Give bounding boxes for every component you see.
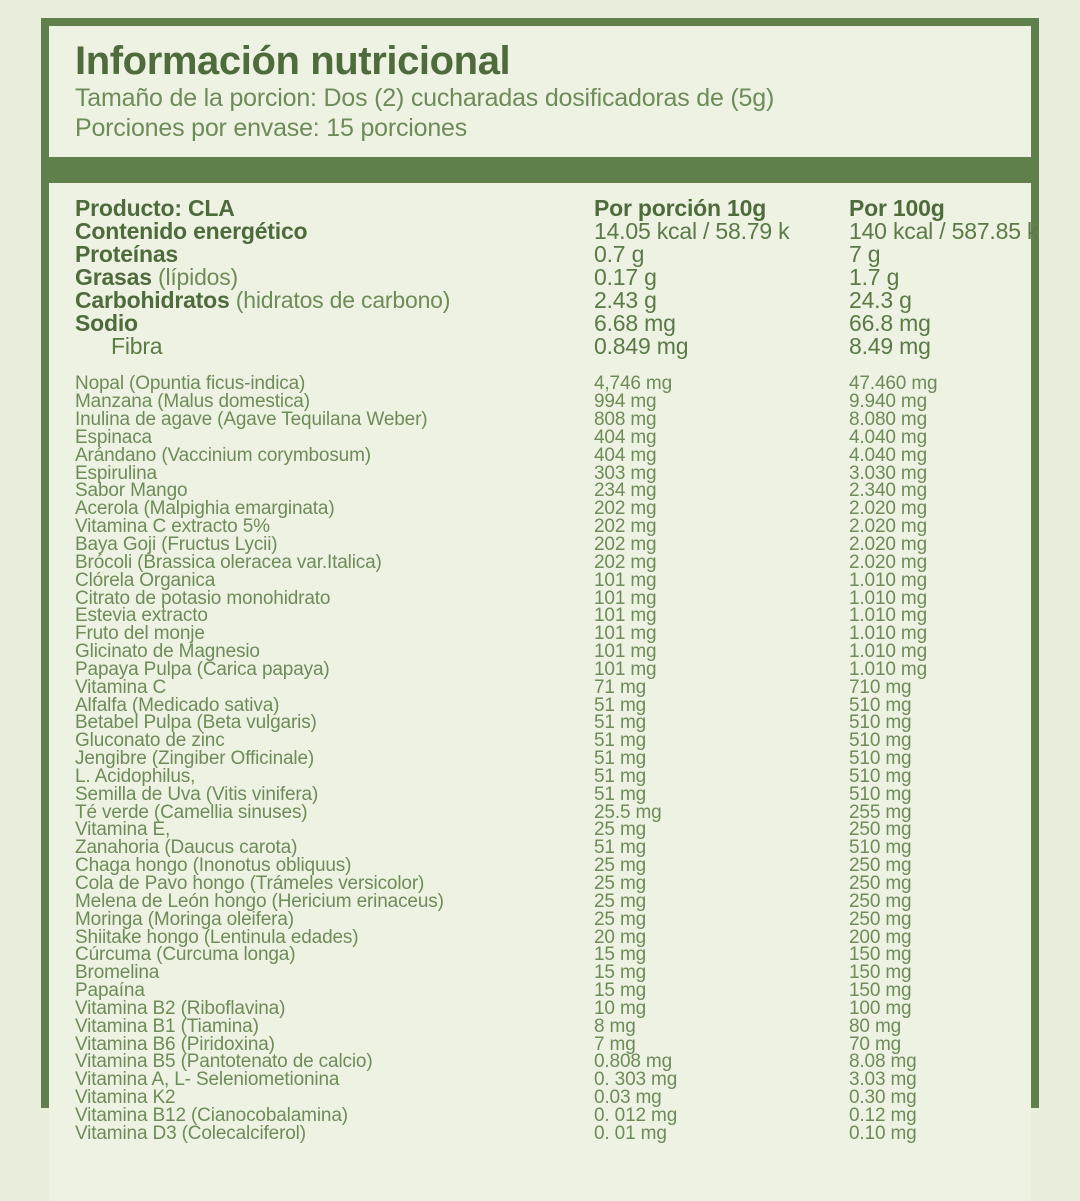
table-row — [49, 1104, 1031, 1126]
ingredient-rows — [49, 373, 1031, 1144]
ingredient-hundred-value: 150 mg — [849, 944, 912, 966]
ingredient-name: Vitamina B6 (Piridoxina) — [75, 1033, 275, 1055]
nutrient-portion-value: 0.7 g — [594, 241, 645, 268]
ingredient-portion-value: 202 mg — [594, 498, 657, 520]
table-row — [49, 908, 1031, 930]
ingredient-hundred-value: 0.10 mg — [849, 1122, 917, 1144]
ingredient-hundred-value: 250 mg — [849, 855, 912, 877]
nutrient-name: Contenido energético — [75, 218, 308, 245]
nutrient-portion-value: 14.05 kcal / 58.79 k — [594, 218, 790, 245]
nutrient-name-detail: (lípidos) — [151, 264, 239, 291]
table-row — [49, 890, 1031, 912]
table-row — [49, 837, 1031, 859]
ingredient-hundred-value: 1.010 mg — [849, 605, 928, 627]
ingredient-hundred-value: 510 mg — [849, 694, 912, 716]
ingredient-hundred-value: 150 mg — [849, 980, 912, 1002]
nutrient-name: Sodio — [75, 310, 138, 337]
table-row — [49, 855, 1031, 877]
nutrient-portion-value: 6.68 mg — [594, 310, 676, 337]
ingredient-portion-value: 101 mg — [594, 641, 657, 663]
ingredient-name: Vitamina B2 (Riboflavina) — [75, 997, 286, 1019]
ingredient-name: Fruto del monje — [75, 623, 205, 645]
column-header-portion: Por porción 10g — [594, 195, 767, 222]
ingredient-portion-value: 51 mg — [594, 837, 647, 859]
table-row — [49, 748, 1031, 770]
ingredient-name: Inulina de agave (Agave Tequilana Weber) — [75, 409, 428, 431]
ingredient-name: Jengibre (Zingiber Officinale) — [75, 748, 315, 770]
ingredient-name: Vitamina D3 (Colecalciferol) — [75, 1122, 306, 1144]
ingredient-name: Vitamina A, L- Seleniometionina — [75, 1069, 340, 1091]
ingredient-name: Shiitake hongo (Lentinula edades) — [75, 926, 359, 948]
ingredient-hundred-value: 510 mg — [849, 765, 912, 787]
table-row — [49, 819, 1031, 841]
nutrient-hundred-value: 7 g — [849, 241, 881, 268]
table-row — [49, 444, 1031, 466]
table-row — [49, 801, 1031, 823]
ingredient-portion-value: 234 mg — [594, 480, 657, 502]
ingredient-portion-value: 202 mg — [594, 551, 657, 573]
servings-per-container-text: Porciones por envase: 15 porciones — [75, 113, 468, 142]
ingredient-hundred-value: 150 mg — [849, 962, 912, 984]
ingredient-hundred-value: 1.010 mg — [849, 641, 928, 663]
ingredient-portion-value: 0. 012 mg — [594, 1104, 678, 1126]
table-row — [49, 997, 1031, 1019]
ingredient-portion-value: 7 mg — [594, 1033, 636, 1055]
label-header — [49, 26, 1031, 149]
ingredient-name: Melena de León hongo (Hericium erinaceus) — [75, 890, 444, 912]
ingredient-name: Sabor Mango — [75, 480, 188, 502]
table-row — [49, 730, 1031, 752]
table-row — [49, 587, 1031, 609]
ingredient-portion-value: 51 mg — [594, 694, 647, 716]
table-row — [49, 1087, 1031, 1109]
table-row — [49, 926, 1031, 948]
ingredient-name: Espinaca — [75, 426, 152, 448]
ingredient-name: Vitamina B12 (Cianocobalamina) — [75, 1104, 348, 1126]
ingredient-hundred-value: 0.12 mg — [849, 1104, 917, 1126]
nutrient-hundred-value: 66.8 mg — [849, 310, 931, 337]
ingredient-portion-value: 51 mg — [594, 765, 647, 787]
ingredient-name: Baya Goji (Fructus Lycii) — [75, 533, 278, 555]
ingredient-name: Brócoli (Brassica oleracea var.Italica) — [75, 551, 382, 573]
ingredient-hundred-value: 250 mg — [849, 819, 912, 841]
ingredient-hundred-value: 200 mg — [849, 926, 912, 948]
table-row — [49, 676, 1031, 698]
ingredient-name: Vitamina K2 — [75, 1087, 176, 1109]
ingredient-portion-value: 51 mg — [594, 748, 647, 770]
ingredient-name: Cola de Pavo hongo (Trámeles versicolor) — [75, 873, 425, 895]
ingredient-hundred-value: 510 mg — [849, 730, 912, 752]
nutrient-portion-value: 0.17 g — [594, 264, 657, 291]
ingredient-hundred-value: 3.030 mg — [849, 462, 928, 484]
table-row — [49, 641, 1031, 663]
ingredient-portion-value: 101 mg — [594, 658, 657, 680]
ingredient-name: Chaga hongo (Inonotus obliquus) — [75, 855, 352, 877]
nutrient-name: Fibra — [111, 333, 163, 360]
table-row — [49, 623, 1031, 645]
ingredient-hundred-value: 8.080 mg — [849, 409, 928, 431]
table-row — [49, 533, 1031, 555]
ingredient-portion-value: 303 mg — [594, 462, 657, 484]
ingredient-name: Bromelina — [75, 962, 160, 984]
ingredient-name: Alfalfa (Medicado sativa) — [75, 694, 280, 716]
serving-size-text: Tamaño de la porcion: Dos (2) cucharadas dosificadoras de (5g) — [75, 84, 775, 113]
nutrient-portion-value: 2.43 g — [594, 287, 657, 314]
ingredient-hundred-value: 250 mg — [849, 873, 912, 895]
ingredient-name: Citrato de potasio monohidrato — [75, 587, 331, 609]
ingredient-hundred-value: 710 mg — [849, 676, 912, 698]
ingredient-name: Papaya Pulpa (Carica papaya) — [75, 658, 330, 680]
ingredient-hundred-value: 0.30 mg — [849, 1087, 917, 1109]
ingredient-portion-value: 808 mg — [594, 409, 657, 431]
column-header-hundred: Por 100g — [849, 195, 945, 222]
table-row — [49, 498, 1031, 520]
ingredient-name: Zanahoria (Daucus carota) — [75, 837, 298, 859]
ingredient-portion-value: 4,746 mg — [594, 373, 673, 395]
ingredient-name: Nopal (Opuntia ficus-indica) — [75, 373, 306, 395]
page-title: Información nutricional — [75, 39, 511, 83]
ingredient-name: Vitamina B5 (Pantotenato de calcio) — [75, 1051, 373, 1073]
ingredient-portion-value: 202 mg — [594, 516, 657, 538]
ingredient-hundred-value: 510 mg — [849, 712, 912, 734]
ingredient-name: Manzana (Malus domestica) — [75, 391, 310, 413]
table-row — [49, 287, 1031, 314]
ingredient-name: Vitamina C — [75, 676, 167, 698]
ingredient-portion-value: 0. 303 mg — [594, 1069, 678, 1091]
table-row — [49, 241, 1031, 268]
nutrient-name: Carbohidratos (hidratos de carbono) — [75, 287, 451, 314]
ingredient-portion-value: 10 mg — [594, 997, 647, 1019]
ingredient-portion-value: 15 mg — [594, 962, 647, 984]
ingredient-hundred-value: 255 mg — [849, 801, 912, 823]
ingredient-name: Betabel Pulpa (Beta vulgaris) — [75, 712, 317, 734]
ingredient-name: Cúrcuma (Curcuma longa) — [75, 944, 296, 966]
table-row — [49, 694, 1031, 716]
ingredient-hundred-value: 1.010 mg — [849, 569, 928, 591]
ingredient-portion-value: 101 mg — [594, 623, 657, 645]
table-row — [49, 551, 1031, 573]
ingredient-hundred-value: 2.340 mg — [849, 480, 928, 502]
ingredient-hundred-value: 2.020 mg — [849, 551, 928, 573]
ingredient-portion-value: 25 mg — [594, 819, 647, 841]
ingredient-portion-value: 20 mg — [594, 926, 647, 948]
table-row — [49, 516, 1031, 538]
ingredient-portion-value: 25.5 mg — [594, 801, 662, 823]
ingredient-name: Clórela Organica — [75, 569, 216, 591]
nutrition-label-panel — [41, 18, 1039, 1144]
column-header-product: Producto: CLA — [75, 195, 235, 222]
ingredient-name: Moringa (Moringa oleifera) — [75, 908, 294, 930]
table-row — [49, 1033, 1031, 1055]
ingredient-name: Papaína — [75, 980, 145, 1002]
nutrient-hundred-value: 1.7 g — [849, 264, 900, 291]
ingredient-name: Semilla de Uva (Vitis vinifera) — [75, 783, 319, 805]
nutrient-hundred-value: 140 kcal / 587.85 k — [849, 218, 1039, 245]
ingredient-portion-value: 51 mg — [594, 712, 647, 734]
ingredient-name: Acerola (Malpighia emarginata) — [75, 498, 335, 520]
nutrient-hundred-value: 24.3 g — [849, 287, 912, 314]
ingredient-portion-value: 0.03 mg — [594, 1087, 662, 1109]
ingredient-hundred-value: 2.020 mg — [849, 516, 928, 538]
table-row — [49, 962, 1031, 984]
ingredient-name: Vitamina C extracto 5% — [75, 516, 270, 538]
ingredient-hundred-value: 4.040 mg — [849, 426, 928, 448]
ingredient-portion-value: 71 mg — [594, 676, 647, 698]
ingredient-portion-value: 25 mg — [594, 908, 647, 930]
ingredient-hundred-value: 80 mg — [849, 1015, 902, 1037]
nutrient-name: Grasas (lípidos) — [75, 264, 239, 291]
table-row — [49, 218, 1039, 245]
nutrient-name: Proteínas — [75, 241, 179, 268]
table-row — [49, 310, 1031, 337]
table-row — [49, 462, 1031, 484]
ingredient-hundred-value: 1.010 mg — [849, 587, 928, 609]
header-divider — [49, 157, 1031, 183]
nutrient-name-detail: (hidratos de carbono) — [229, 287, 451, 314]
ingredient-name: Espirulina — [75, 462, 157, 484]
ingredient-name: Té verde (Camellia sinuses) — [75, 801, 308, 823]
ingredient-portion-value: 994 mg — [594, 391, 657, 413]
ingredient-portion-value: 101 mg — [594, 587, 657, 609]
ingredient-hundred-value: 8.08 mg — [849, 1051, 917, 1073]
ingredient-hundred-value: 250 mg — [849, 890, 912, 912]
ingredient-name: Vitamina E, — [75, 819, 171, 841]
table-row — [49, 712, 1031, 734]
ingredient-portion-value: 202 mg — [594, 533, 657, 555]
ingredient-portion-value: 404 mg — [594, 444, 657, 466]
ingredient-portion-value: 51 mg — [594, 730, 647, 752]
ingredient-hundred-value: 100 mg — [849, 997, 912, 1019]
ingredient-hundred-value: 250 mg — [849, 908, 912, 930]
ingredient-hundred-value: 1.010 mg — [849, 658, 928, 680]
ingredient-portion-value: 25 mg — [594, 890, 647, 912]
ingredient-portion-value: 0.808 mg — [594, 1051, 673, 1073]
table-row — [49, 873, 1031, 895]
ingredient-portion-value: 101 mg — [594, 569, 657, 591]
macronutrient-rows — [49, 218, 1039, 360]
table-row — [49, 264, 1031, 291]
table-row — [49, 1051, 1031, 1073]
ingredient-hundred-value: 510 mg — [849, 748, 912, 770]
table-row — [49, 944, 1031, 966]
ingredient-hundred-value: 2.020 mg — [849, 498, 928, 520]
table-column-headers — [49, 195, 1031, 222]
ingredient-hundred-value: 2.020 mg — [849, 533, 928, 555]
ingredient-name: Estevia extracto — [75, 605, 208, 627]
table-row — [49, 605, 1031, 627]
ingredient-portion-value: 101 mg — [594, 605, 657, 627]
ingredient-hundred-value: 9.940 mg — [849, 391, 928, 413]
ingredient-hundred-value: 1.010 mg — [849, 623, 928, 645]
nutrient-portion-value: 0.849 mg — [594, 333, 689, 360]
table-row — [49, 391, 1031, 413]
table-row — [49, 980, 1031, 1002]
ingredient-portion-value: 51 mg — [594, 783, 647, 805]
ingredient-portion-value: 25 mg — [594, 855, 647, 877]
table-row — [49, 658, 1031, 680]
table-row — [49, 409, 1031, 431]
ingredient-hundred-value: 510 mg — [849, 837, 912, 859]
ingredient-hundred-value: 510 mg — [849, 783, 912, 805]
ingredient-portion-value: 25 mg — [594, 873, 647, 895]
ingredient-hundred-value: 47.460 mg — [849, 373, 938, 395]
ingredient-portion-value: 15 mg — [594, 980, 647, 1002]
ingredient-portion-value: 0. 01 mg — [594, 1122, 667, 1144]
ingredient-hundred-value: 4.040 mg — [849, 444, 928, 466]
nutrition-table — [49, 183, 1039, 1201]
table-row — [49, 333, 1031, 360]
ingredient-name: Glicinato de Magnesio — [75, 641, 260, 663]
ingredient-name: Vitamina B1 (Tiamina) — [75, 1015, 259, 1037]
table-row — [49, 765, 1031, 787]
table-row — [49, 480, 1031, 502]
table-row — [49, 373, 1031, 395]
table-row — [49, 1069, 1031, 1091]
ingredient-portion-value: 15 mg — [594, 944, 647, 966]
ingredient-name: Arándano (Vaccinium corymbosum) — [75, 444, 371, 466]
ingredient-name: Gluconato de zinc — [75, 730, 225, 752]
table-row — [49, 569, 1031, 591]
table-row — [49, 426, 1031, 448]
nutrient-hundred-value: 8.49 mg — [849, 333, 931, 360]
table-row — [49, 783, 1031, 805]
ingredient-hundred-value: 70 mg — [849, 1033, 902, 1055]
ingredient-portion-value: 8 mg — [594, 1015, 636, 1037]
ingredient-name: L. Acidophilus, — [75, 765, 196, 787]
table-row — [49, 1015, 1031, 1037]
ingredient-hundred-value: 3.03 mg — [849, 1069, 917, 1091]
ingredient-portion-value: 404 mg — [594, 426, 657, 448]
